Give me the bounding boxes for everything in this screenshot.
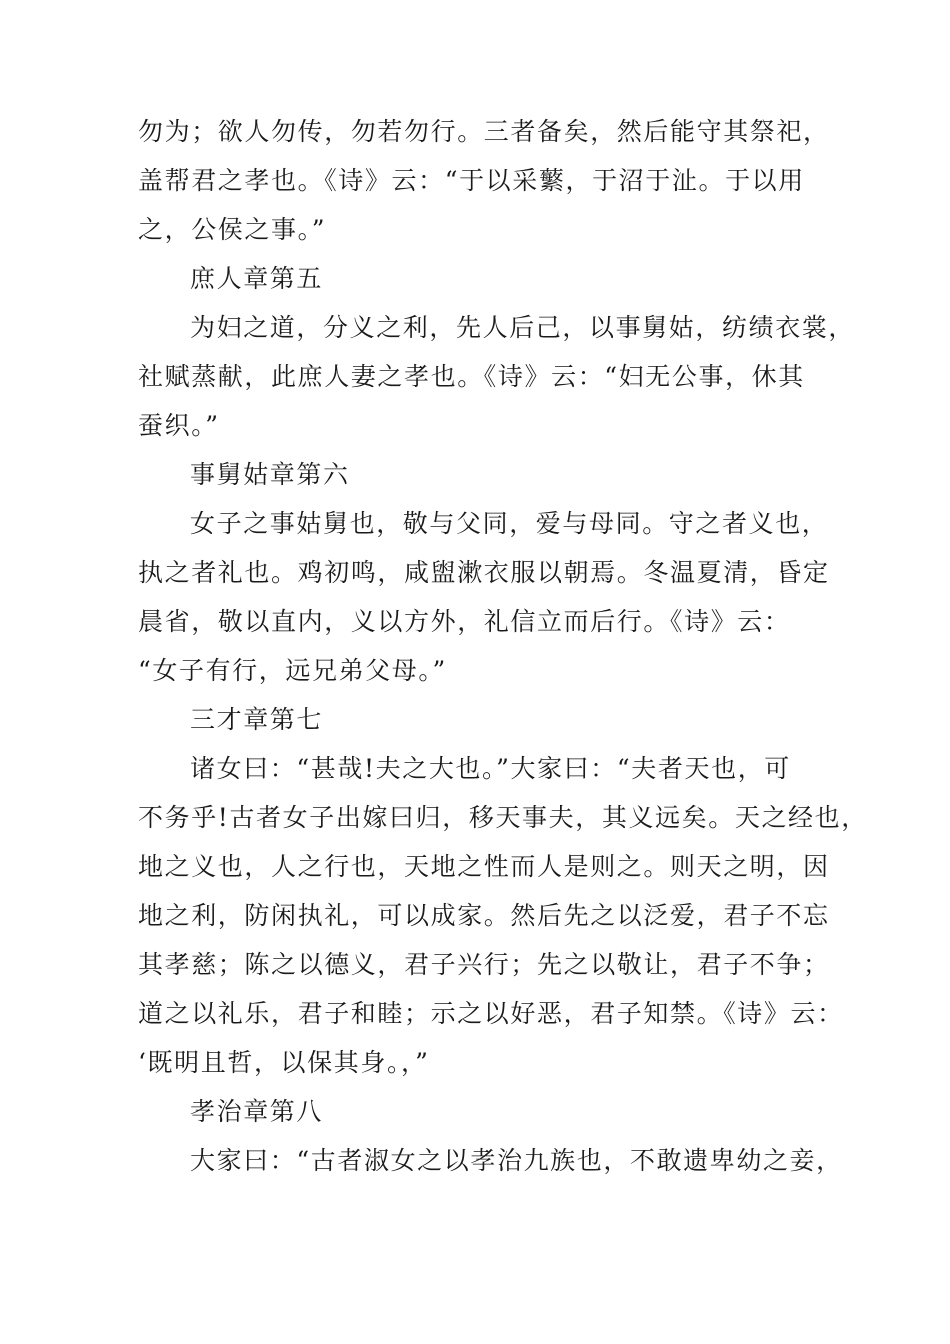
text-line: 蚕织。”	[138, 411, 220, 440]
text-line: 晨省，敬以直内，义以方外，礼信立而后行。《诗》云：	[138, 607, 791, 636]
text-line: “女子有行，远兄弟父母。”	[138, 656, 447, 685]
text-line: 诸女曰：“甚哉!夫之大也。”大家曰：“夫者天也，可	[190, 754, 791, 783]
text-line: 勿为；欲人勿传，勿若勿行。三者备矣，然后能守其祭祀，	[138, 117, 830, 146]
chapter-heading: 孝治章第八	[190, 1097, 324, 1126]
text-line: 不务乎!古者女子出嫁曰归，移天事夫，其义远矣。天之经也，	[138, 803, 868, 832]
text-line: 大家曰：“古者淑女之以孝治九族也，不敢遗卑幼之妾，	[190, 1146, 843, 1175]
text-line: 其孝慈；陈之以德义，君子兴行；先之以敬让，君子不争；	[138, 950, 830, 979]
chapter-heading: 三才章第七	[190, 705, 324, 734]
chapter-heading: 事舅姑章第六	[190, 460, 350, 489]
text-line: 女子之事姑舅也，敬与父同，爱与母同。守之者义也，	[190, 509, 829, 538]
text-line: 道之以礼乐，君子和睦；示之以好恶，君子知禁。《诗》云：	[138, 999, 844, 1028]
text-line: 地之利，防闲执礼，可以成家。然后先之以泛爱，君子不忘	[138, 901, 830, 930]
text-line: 之，公侯之事。”	[138, 215, 327, 244]
text-line: ‘既明且哲，以保其身。，”	[138, 1048, 430, 1077]
text-line: 盖帮君之孝也。《诗》云：“于以采蘩，于沼于沚。于以用	[138, 166, 805, 195]
text-line: 社赋蒸献，此庶人妻之孝也。《诗》云：“妇无公事，休其	[138, 362, 805, 391]
chapter-heading: 庶人章第五	[190, 264, 324, 293]
text-line: 地之义也，人之行也，天地之性而人是则之。则天之明，因	[138, 852, 830, 881]
text-line: 执之者礼也。鸡初鸣，咸盥漱衣服以朝焉。冬温夏清，昏定	[138, 558, 830, 587]
text-line: 为妇之道，分义之利，先人后己，以事舅姑，纺绩衣裳，	[190, 313, 856, 342]
